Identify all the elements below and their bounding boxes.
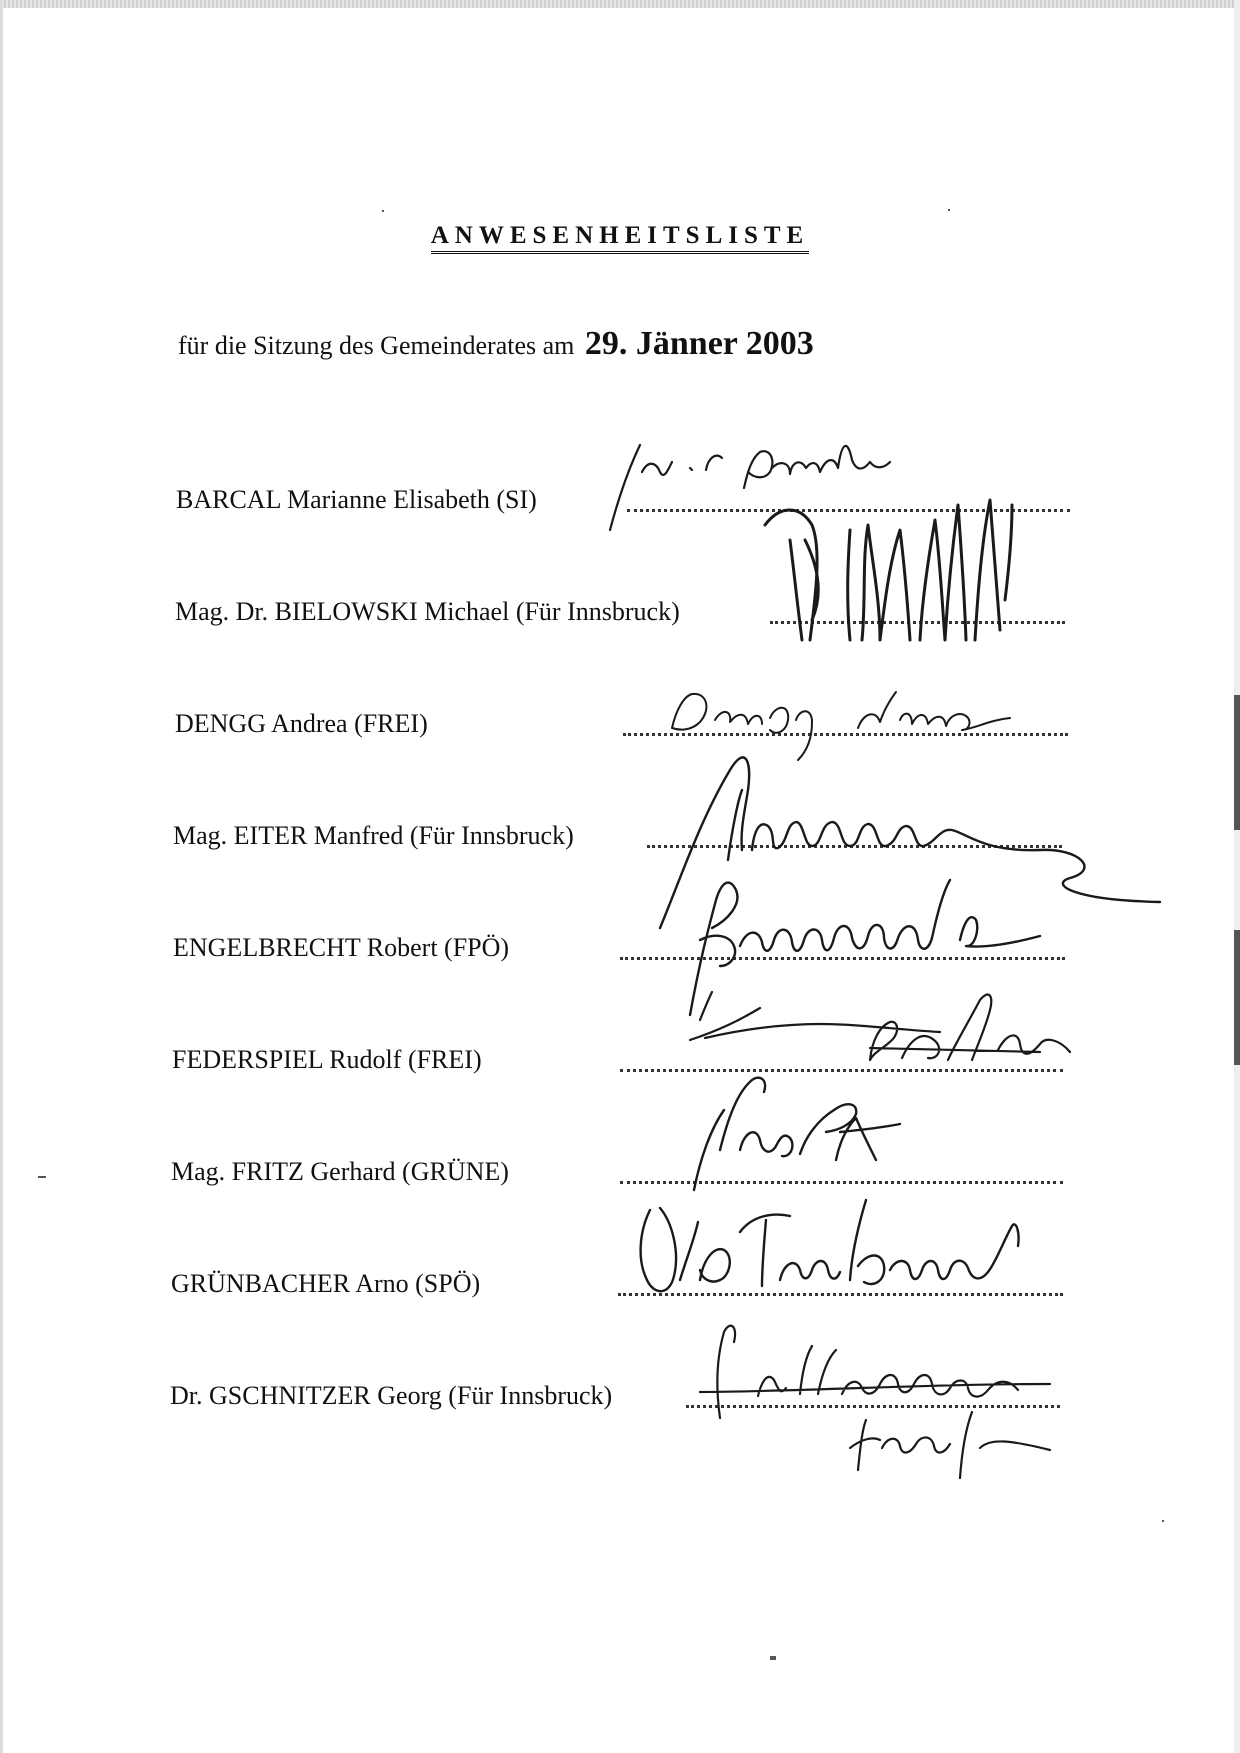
attendee-row (0, 1269, 1240, 1309)
attendee-name: Mag. EITER Manfred (Für Innsbruck) (173, 821, 574, 850)
document-title: ANWESENHEITSLISTE (0, 222, 1240, 250)
scan-left-edge (0, 0, 3, 1753)
attendee-row (0, 485, 1240, 525)
signature-line (620, 957, 1065, 960)
attendee-name: BARCAL Marianne Elisabeth (SI) (176, 485, 537, 514)
scan-speck (948, 209, 950, 211)
attendee-name: ENGELBRECHT Robert (FPÖ) (173, 933, 510, 962)
attendee-row (0, 1157, 1240, 1197)
signature-line (770, 621, 1065, 624)
attendee-name: Dr. GSCHNITZER Georg (Für Innsbruck) (170, 1381, 613, 1410)
attendee-row (0, 1381, 1240, 1421)
attendee-name: DENGG Andrea (FREI) (175, 709, 428, 738)
session-label: für die Sitzung des Gemeinderates am (178, 331, 575, 360)
session-date: 29. Jänner 2003 (584, 325, 814, 362)
signature-line (620, 1181, 1063, 1184)
signature-line (618, 1293, 1063, 1296)
attendee-name: GRÜNBACHER Arno (SPÖ) (171, 1269, 481, 1298)
scan-top-edge (0, 0, 1240, 8)
attendee-row (0, 821, 1240, 861)
signature-line (620, 1069, 1063, 1072)
attendee-row (0, 597, 1240, 637)
attendee-name: Mag. Dr. BIELOWSKI Michael (Für Innsbruck) (175, 597, 680, 626)
signature-line (647, 845, 1062, 848)
attendee-row (0, 1045, 1240, 1085)
session-line (178, 325, 814, 363)
attendee-row (0, 933, 1240, 973)
scan-speck (382, 210, 384, 212)
signature-line (627, 509, 1070, 512)
signature-line (686, 1405, 1060, 1408)
attendee-row (0, 709, 1240, 749)
signature-line (623, 733, 1068, 736)
scan-right-edge (1234, 0, 1240, 1753)
scan-speck (38, 1176, 46, 1178)
scan-speck (1162, 1520, 1164, 1522)
attendee-name: Mag. FRITZ Gerhard (GRÜNE) (171, 1157, 509, 1186)
scan-speck (770, 1656, 776, 1660)
attendee-name: FEDERSPIEL Rudolf (FREI) (172, 1045, 482, 1074)
